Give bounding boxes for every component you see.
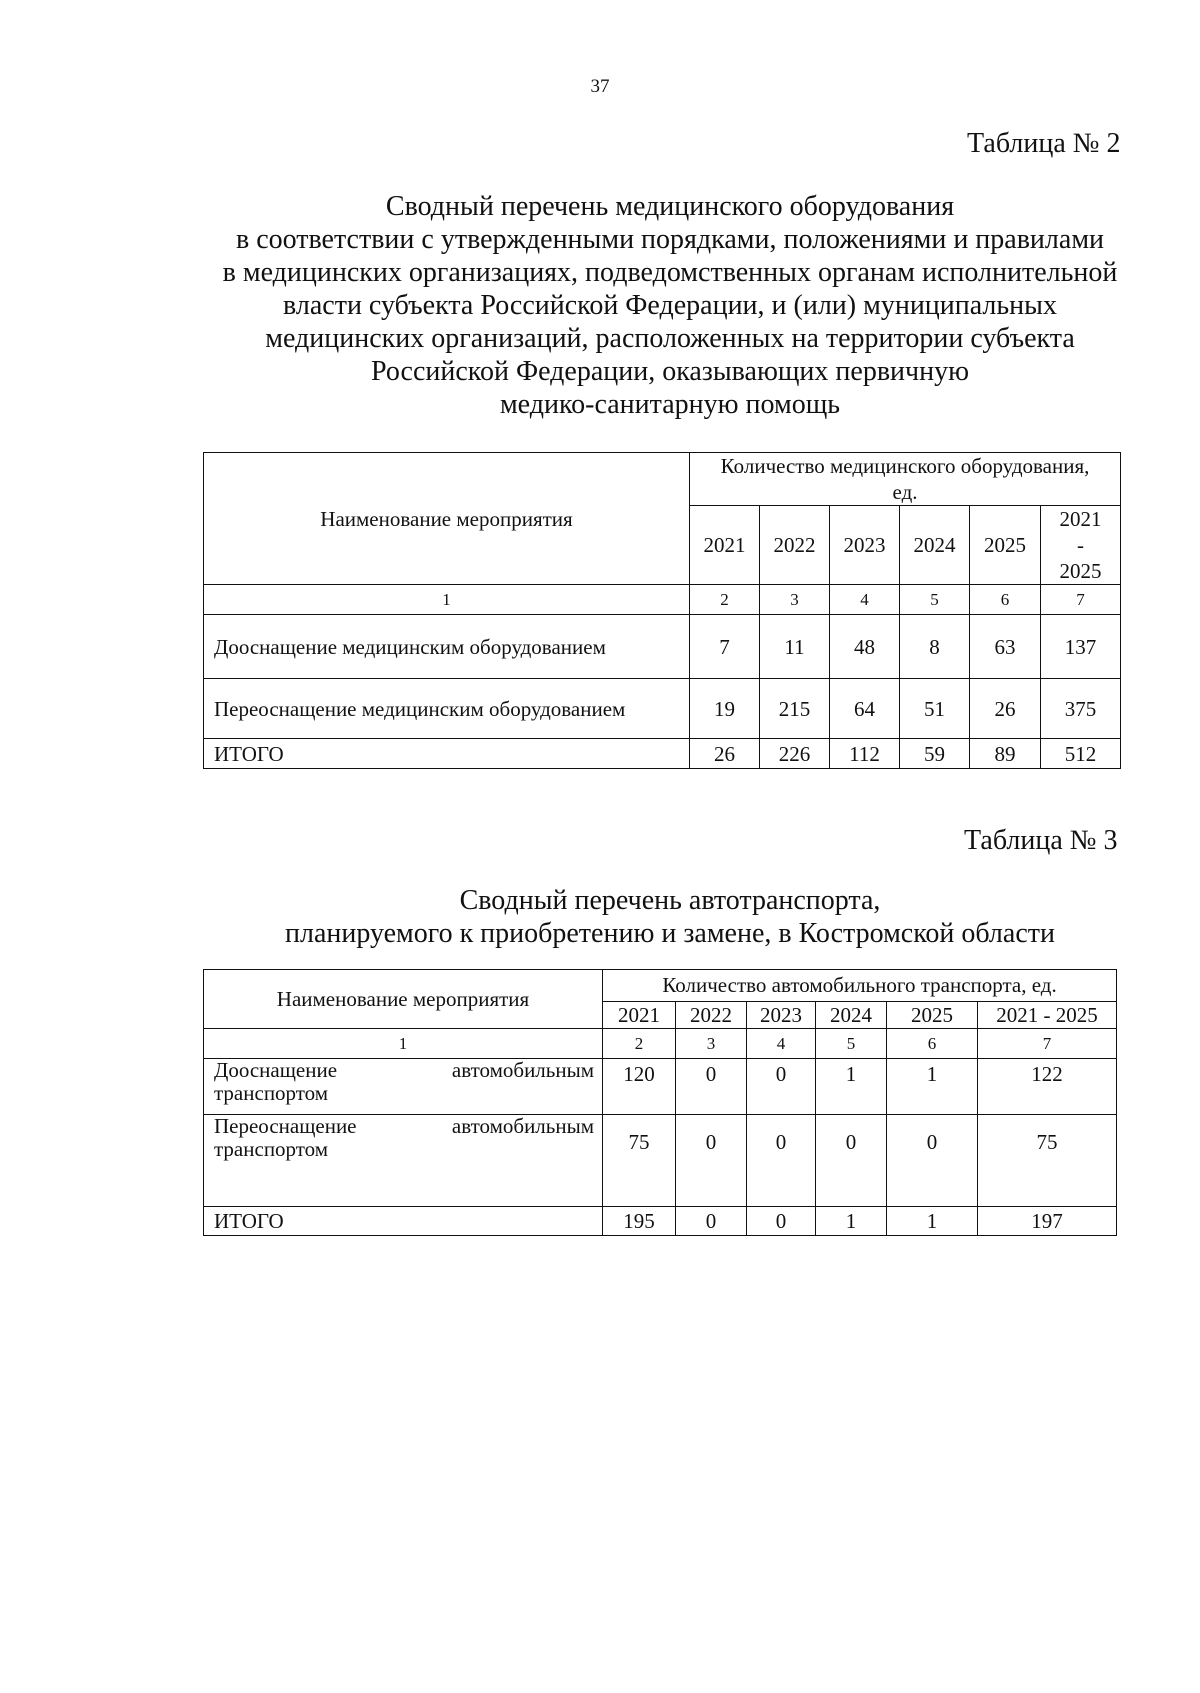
index-cell: 1 bbox=[204, 1029, 603, 1059]
index-cell: 4 bbox=[830, 585, 900, 615]
row-value: 0 bbox=[887, 1115, 978, 1207]
row-value: 59 bbox=[900, 739, 970, 769]
row-value: 512 bbox=[1041, 739, 1121, 769]
heading-line: медицинских организаций, расположенных на территории субъекта bbox=[265, 323, 1075, 354]
row-name: ИТОГО bbox=[204, 739, 690, 769]
index-cell: 4 bbox=[747, 1029, 816, 1059]
row-value: 64 bbox=[830, 679, 900, 739]
index-cell: 6 bbox=[887, 1029, 978, 1059]
row-value: 1 bbox=[816, 1207, 887, 1236]
page-number: 37 bbox=[590, 76, 610, 97]
row-value: 26 bbox=[690, 739, 760, 769]
row-value: 1 bbox=[887, 1207, 978, 1236]
table-row bbox=[204, 1115, 1117, 1207]
row-value: 0 bbox=[816, 1115, 887, 1207]
transport-table bbox=[203, 969, 1117, 1236]
row-value: 26 bbox=[970, 679, 1041, 739]
row-name-line2: транспортом bbox=[214, 1137, 329, 1161]
row-value: 0 bbox=[747, 1059, 816, 1115]
table-row bbox=[204, 1059, 1117, 1115]
row-name-word: автомобильным bbox=[451, 1114, 594, 1138]
row-value: 48 bbox=[830, 615, 900, 679]
row-name-line1 bbox=[214, 1059, 602, 1082]
equipment-table bbox=[203, 452, 1121, 769]
row-value: 137 bbox=[1041, 615, 1121, 679]
heading-line: планируемого к приобретению и замене, в Костромской области bbox=[285, 918, 1055, 949]
year-header: 2021 - 2025 bbox=[978, 1002, 1117, 1029]
header-name: Наименование мероприятия bbox=[276, 986, 530, 1011]
row-value: 75 bbox=[978, 1115, 1117, 1207]
row-value: 89 bbox=[970, 739, 1041, 769]
index-cell: 3 bbox=[760, 585, 830, 615]
row-name-word: Переоснащение bbox=[214, 1114, 357, 1138]
year-header: 2024 bbox=[816, 1002, 887, 1029]
year-header: 2025 bbox=[970, 506, 1041, 585]
heading-line: Сводный перечень медицинского оборудования bbox=[385, 191, 955, 222]
row-value: 375 bbox=[1041, 679, 1121, 739]
header-name: Наименование мероприятия bbox=[320, 506, 573, 531]
row-name: Дооснащение медицинским оборудованием bbox=[204, 615, 690, 679]
total-row bbox=[204, 739, 1121, 769]
row-value: 112 bbox=[830, 739, 900, 769]
row-value: 0 bbox=[676, 1115, 747, 1207]
header-name-cell bbox=[204, 453, 690, 585]
index-cell: 7 bbox=[1041, 585, 1121, 615]
row-value: 19 bbox=[690, 679, 760, 739]
row-value: 0 bbox=[747, 1115, 816, 1207]
row-value: 75 bbox=[603, 1115, 676, 1207]
total-row bbox=[204, 1207, 1117, 1236]
row-value: 215 bbox=[760, 679, 830, 739]
table3-label: Таблица № 3 bbox=[964, 825, 1118, 856]
index-cell: 1 bbox=[204, 585, 690, 615]
year-header: 2023 bbox=[747, 1002, 816, 1029]
row-value: 1 bbox=[887, 1059, 978, 1115]
index-cell: 2 bbox=[603, 1029, 676, 1059]
row-value: 51 bbox=[900, 679, 970, 739]
year-header: 2021 bbox=[603, 1002, 676, 1029]
row-name: ИТОГО bbox=[204, 1207, 603, 1236]
year-header: 2022 bbox=[676, 1002, 747, 1029]
heading-line: власти субъекта Российской Федерации, и (или) муниципальных bbox=[283, 290, 1057, 321]
row-value: 63 bbox=[970, 615, 1041, 679]
header-name-cell bbox=[204, 970, 603, 1029]
row-name-line2: транспортом bbox=[214, 1081, 329, 1105]
row-value: 122 bbox=[978, 1059, 1117, 1115]
row-value: 0 bbox=[676, 1059, 747, 1115]
header-group-cell bbox=[690, 453, 1121, 506]
row-value: 1 bbox=[816, 1059, 887, 1115]
row-value: 11 bbox=[760, 615, 830, 679]
table-row bbox=[204, 615, 1121, 679]
row-value: 120 bbox=[603, 1059, 676, 1115]
range-dash: - bbox=[1077, 533, 1085, 557]
row-value: 226 bbox=[760, 739, 830, 769]
row-name bbox=[204, 1115, 603, 1207]
table2-heading bbox=[150, 190, 1190, 421]
year-header: 2024 bbox=[900, 506, 970, 585]
year-header: 2021 bbox=[690, 506, 760, 585]
row-value: 7 bbox=[690, 615, 760, 679]
heading-line: Российской Федерации, оказывающих первичную bbox=[370, 356, 970, 387]
row-value: 8 bbox=[900, 615, 970, 679]
header-group-line1: Количество медицинского оборудования, bbox=[720, 454, 1090, 478]
index-cell: 5 bbox=[816, 1029, 887, 1059]
row-name: Переоснащение медицинским оборудованием bbox=[204, 679, 690, 739]
index-cell: 3 bbox=[676, 1029, 747, 1059]
table-row bbox=[204, 679, 1121, 739]
row-name bbox=[204, 1059, 603, 1115]
year-header: 2023 bbox=[830, 506, 900, 585]
table2-label: Таблица № 2 bbox=[967, 128, 1121, 159]
heading-line: в соответствии с утвержденными порядками, положениями и правилами bbox=[235, 224, 1105, 255]
heading-line: медико-санитарную помощь bbox=[499, 389, 841, 420]
header-group-line2: ед. bbox=[892, 480, 918, 504]
range-start: 2021 bbox=[1059, 507, 1102, 531]
heading-line: Сводный перечень автотранспорта, bbox=[459, 885, 881, 916]
row-value: 0 bbox=[676, 1207, 747, 1236]
row-value: 195 bbox=[603, 1207, 676, 1236]
row-name-word: Дооснащение bbox=[214, 1058, 338, 1082]
range-end: 2025 bbox=[1059, 559, 1102, 583]
index-cell: 6 bbox=[970, 585, 1041, 615]
index-cell: 7 bbox=[978, 1029, 1117, 1059]
row-value: 0 bbox=[747, 1207, 816, 1236]
row-name-line1 bbox=[214, 1115, 602, 1138]
row-value: 197 bbox=[978, 1207, 1117, 1236]
total-range-header bbox=[1041, 506, 1121, 585]
header-group: Количество автомобильного транспорта, ед. bbox=[603, 970, 1117, 1002]
index-cell: 5 bbox=[900, 585, 970, 615]
index-cell: 2 bbox=[690, 585, 760, 615]
heading-line: в медицинских организациях, подведомственных органам исполнительной bbox=[222, 257, 1118, 288]
row-name-word: автомобильным bbox=[451, 1058, 594, 1082]
year-header: 2025 bbox=[887, 1002, 978, 1029]
table3-heading bbox=[150, 884, 1190, 950]
year-header: 2022 bbox=[760, 506, 830, 585]
